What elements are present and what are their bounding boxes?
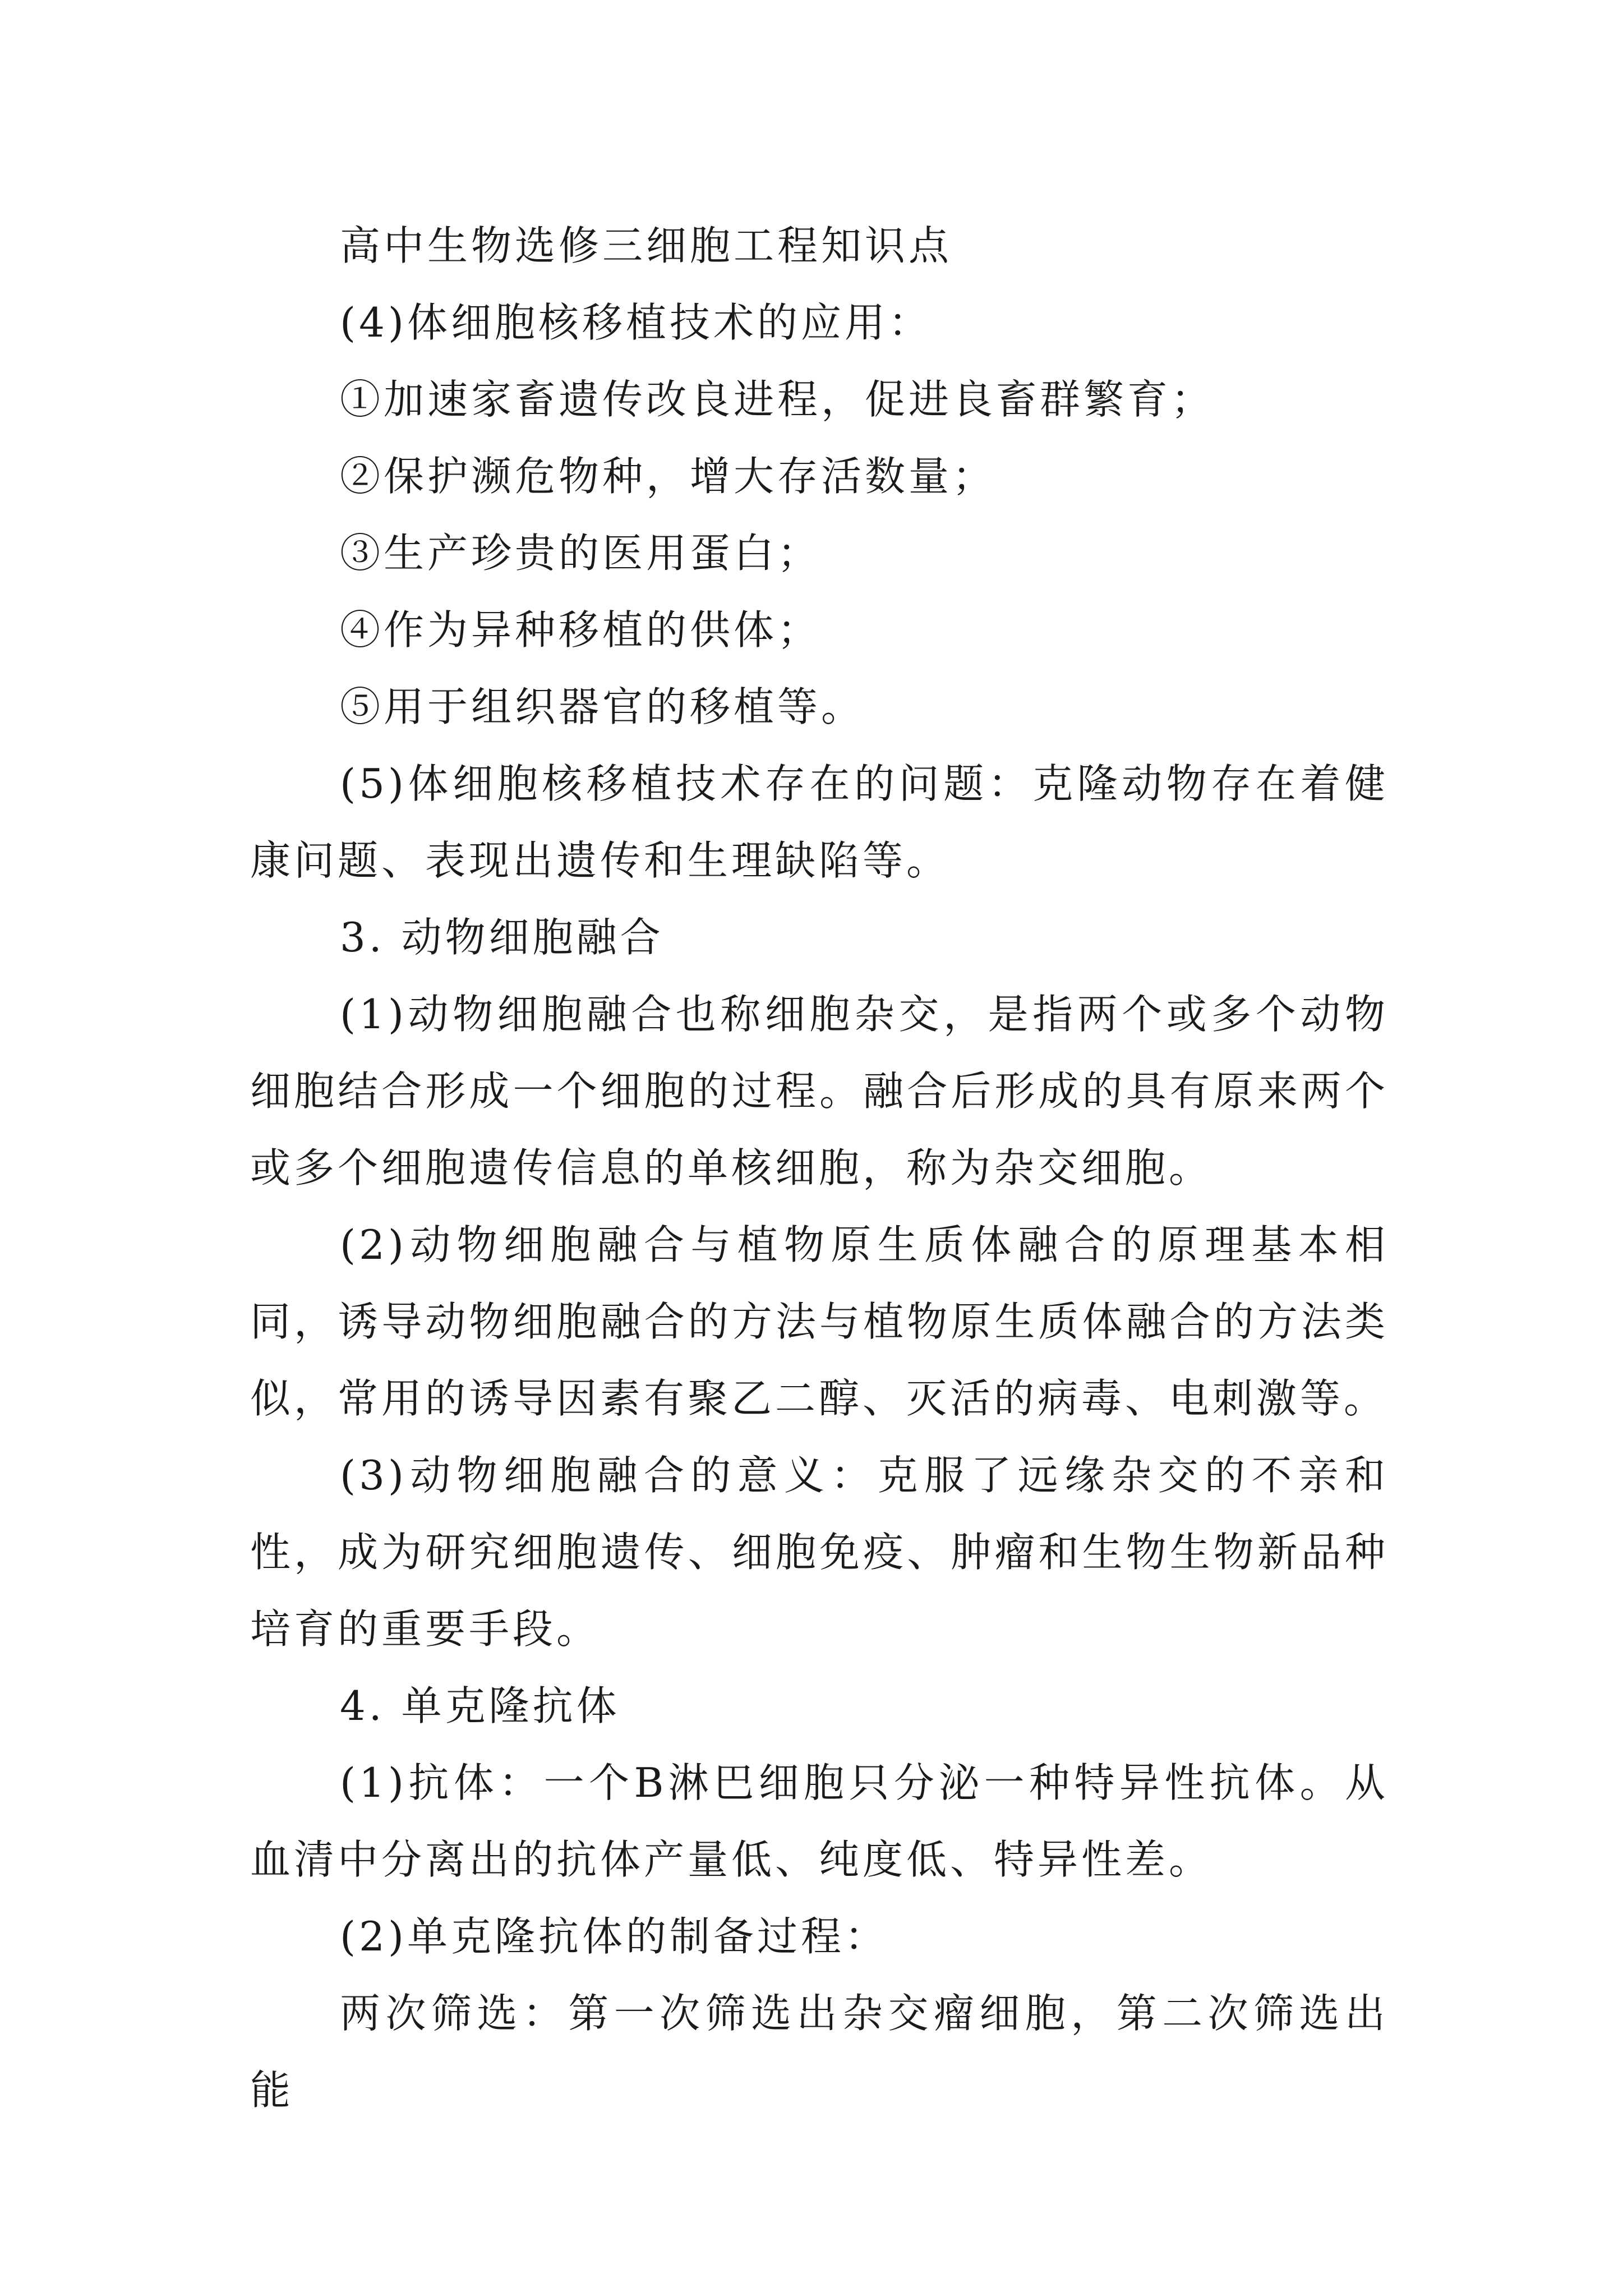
paragraph: (2)单克隆抗体的制备过程：: [340, 1913, 888, 1960]
paragraph: (1)动物细胞融合也称细胞杂交，是指两个或多个动物细胞结合形成一个细胞的过程。融合后形成的具有原来两个或多个细胞遗传信息的单核细胞，称为杂交细胞。: [250, 991, 1389, 1191]
section-heading: 4. 单克隆抗体: [340, 1682, 620, 1729]
paragraph: (1)抗体：一个B淋巴细胞只分泌一种特异性抗体。从血清中分离出的抗体产量低、纯度低、特异性差。: [250, 1759, 1389, 1883]
paragraph: 两次筛选：第一次筛选出杂交瘤细胞，第二次筛选出能: [250, 1990, 1389, 2114]
section-heading: 3. 动物细胞融合: [340, 914, 664, 961]
paragraph: ①加速家畜遗传改良进程，促进良畜群繁育；: [340, 376, 1215, 423]
paragraph: (3)动物细胞融合的意义：克服了远缘杂交的不亲和性，成为研究细胞遗传、细胞免疫、肿瘤和生物生物新品种培育的重要手段。: [250, 1452, 1389, 1653]
document-body: [250, 208, 1389, 2129]
paragraph: ④作为异种移植的供体；: [340, 606, 822, 654]
paragraph: ⑤用于组织器官的移植等。: [340, 683, 865, 730]
paragraph: ②保护濒危物种，增大存活数量；: [340, 453, 997, 500]
paragraph: (2)动物细胞融合与植物原生质体融合的原理基本相同，诱导动物细胞融合的方法与植物原生质体融合的方法类似，常用的诱导因素有聚乙二醇、灭活的病毒、电刺激等。: [250, 1221, 1389, 1422]
paragraph: (5)体细胞核移植技术存在的问题：克隆动物存在着健康问题、表现出遗传和生理缺陷等。: [250, 760, 1389, 884]
document-title: 高中生物选修三细胞工程知识点: [340, 222, 953, 269]
paragraph: ③生产珍贵的医用蛋白；: [340, 530, 822, 577]
paragraph: (4)体细胞核移植技术的应用：: [340, 299, 932, 346]
